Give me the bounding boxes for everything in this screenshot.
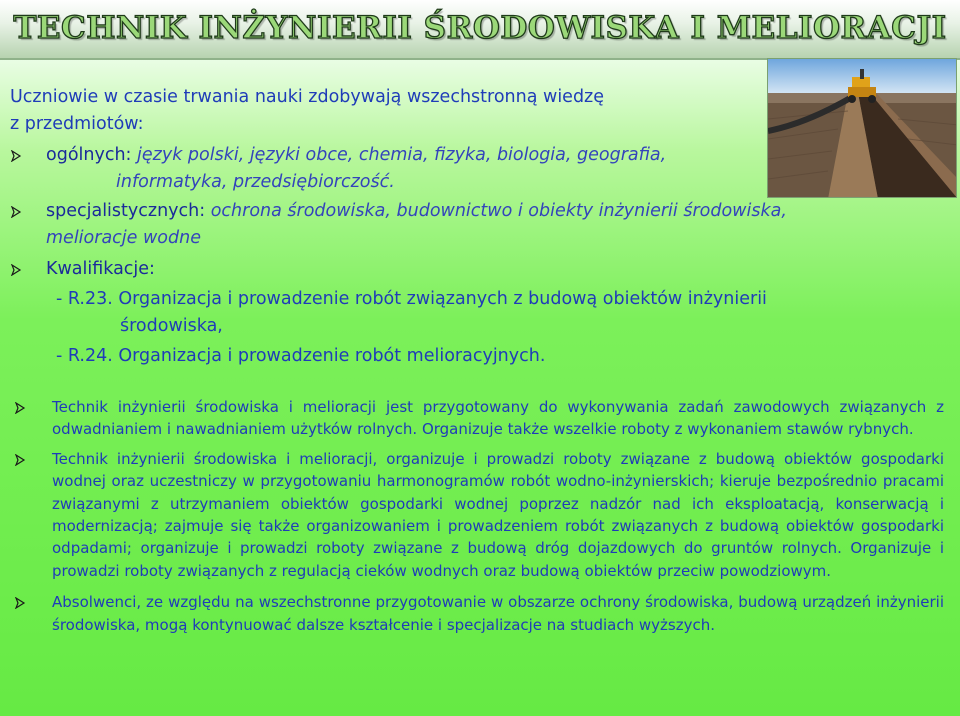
bullet-arrow-icon [14, 402, 26, 414]
curriculum-section [10, 84, 900, 370]
general-line-2: informatyka, przedsiębiorczość. [116, 172, 395, 192]
general-line-1: język polski, języki obce, chemia, fizyka, biologia, geografia, [137, 145, 667, 165]
qualification-r23-line-2: środowiska, [120, 316, 223, 336]
title-banner [0, 0, 960, 60]
description-paragraph [52, 396, 944, 441]
qualifications-label: Kwalifikacje: [46, 259, 155, 279]
qualification-r24: - R.24. Organizacja i prowadzenie robót melioracyjnych. [56, 346, 546, 366]
bullet-arrow-icon [10, 264, 22, 276]
bullet-arrow-icon [14, 454, 26, 466]
bullet-arrow-icon [10, 206, 22, 218]
intro-line-1: Uczniowie w czasie trwania nauki zdobywają wszechstronną wiedzę [10, 87, 605, 107]
description-paragraph [52, 448, 944, 582]
general-label: ogólnych: [46, 145, 132, 165]
description-section [52, 396, 944, 636]
paragraph-text: Absolwenci, ze względu na wszechstronne przygotowanie w obszarze ochrony środowiska, budową urządzeń inżynierii środowiska, mogą kontynuować dalsze kształcenie i specjalizacje na studiach wyższych. [52, 593, 944, 634]
specialist-line-2: melioracje wodne [46, 228, 201, 248]
bullet-arrow-icon [10, 150, 22, 162]
paragraph-text: Technik inżynierii środowiska i melioracji, organizuje i prowadzi roboty związane z budową obiektów gospodarki wodnej oraz uczestniczy w przygotowaniu harmonogramów robót wodno-inżynierskich; kieruje bezpośrednio pracami związanymi z utrzymaniem obiektów gospodarki wodnej poprzez nadzór nad ich eksploatacją, konserwacją i modernizacją; zajmuje się także organizowaniem i prowadzeniem robót związanych z budową obiektów gospodarki odpadami; organizuje i prowadzi roboty związane z budową dróg dojazdowych do gruntów rolnych. Organizuje i prowadzi roboty związanych z regulacją cieków wodnych oraz budową obiektów przeciw powodziowym. [52, 449, 944, 580]
paragraph-text: Technik inżynierii środowiska i melioracji jest przygotowany do wykonywania zadań zawodowych związanych z odwadnianiem i nawadnianiem użytków rolnych. Organizuje także wszelkie roboty z wykonaniem stawów rybnych. [52, 398, 944, 439]
qualification-r23-line-1: - R.23. Organizacja i prowadzenie robót związanych z budową obiektów inżynierii [56, 289, 767, 309]
page-title: TECHNIK INŻYNIERII ŚRODOWISKA I MELIORACJI [13, 10, 947, 46]
bullet-arrow-icon [14, 597, 26, 609]
specialist-line-1: ochrona środowiska, budownictwo i obiekty inżynierii środowiska, [210, 201, 787, 221]
specialist-subjects-item [10, 198, 900, 252]
description-paragraph [52, 591, 944, 636]
specialist-label: specjalistycznych: [46, 201, 206, 221]
qualifications-item [10, 256, 900, 370]
intro-line-2: z przedmiotów: [10, 114, 144, 134]
general-subjects-item [10, 142, 900, 196]
